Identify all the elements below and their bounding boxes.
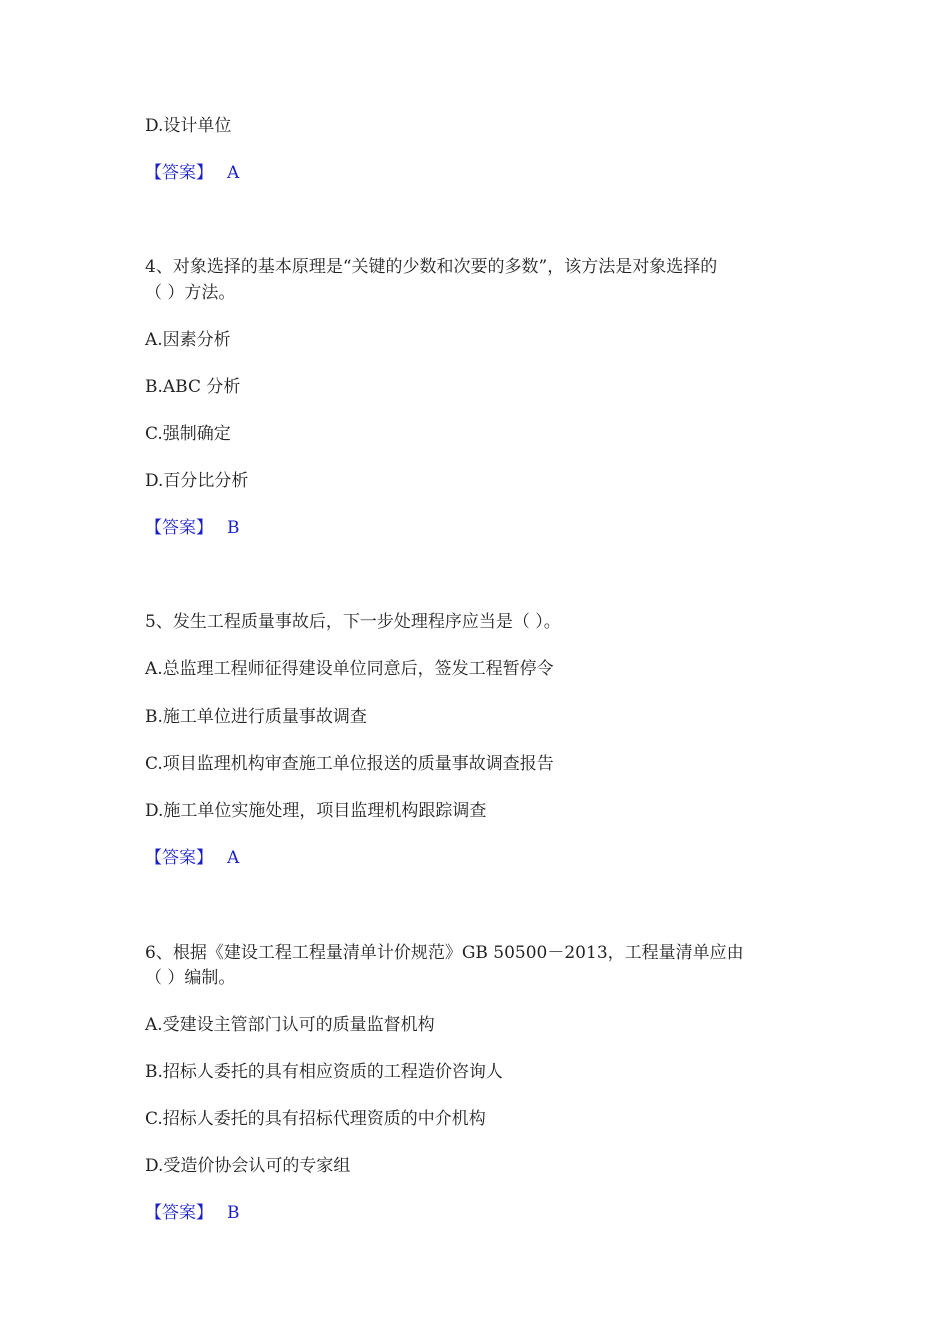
answer-value: B bbox=[227, 1203, 240, 1223]
question-stem-cont: （ ）编制。 bbox=[145, 968, 236, 988]
question-stem: 6、根据《建设工程工程量清单计价规范》GB 50500－2013，工程量清单应由 bbox=[145, 943, 744, 963]
option-a: A.受建设主管部门认可的质量监督机构 bbox=[145, 1015, 435, 1035]
answer-value: A bbox=[227, 848, 240, 868]
answer-line bbox=[145, 846, 239, 870]
option-d: D.百分比分析 bbox=[145, 471, 249, 491]
answer-label: 【答案】 bbox=[145, 518, 213, 538]
option-c: C.强制确定 bbox=[145, 424, 231, 444]
answer-line bbox=[145, 1201, 240, 1225]
answer-label: 【答案】 bbox=[145, 163, 213, 183]
option-d: D.施工单位实施处理，项目监理机构跟踪调查 bbox=[145, 801, 487, 821]
option-a: A.总监理工程师征得建设单位同意后，签发工程暂停令 bbox=[145, 659, 554, 679]
option-d: D.设计单位 bbox=[145, 116, 232, 136]
option-d: D.受造价协会认可的专家组 bbox=[145, 1156, 351, 1176]
answer-label: 【答案】 bbox=[145, 1203, 213, 1223]
answer-value: A bbox=[227, 163, 240, 183]
answer-line bbox=[145, 516, 240, 540]
option-b: B.ABC 分析 bbox=[145, 377, 241, 397]
option-c: C.项目监理机构审查施工单位报送的质量事故调查报告 bbox=[145, 754, 554, 774]
answer-value: B bbox=[227, 518, 240, 538]
question-stem-cont: （ ）方法。 bbox=[145, 283, 236, 303]
option-c: C.招标人委托的具有招标代理资质的中介机构 bbox=[145, 1109, 486, 1129]
answer-line bbox=[145, 161, 239, 185]
answer-label: 【答案】 bbox=[145, 848, 213, 868]
option-b: B.施工单位进行质量事故调查 bbox=[145, 707, 367, 727]
option-a: A.因素分析 bbox=[145, 330, 231, 350]
option-b: B.招标人委托的具有相应资质的工程造价咨询人 bbox=[145, 1062, 503, 1082]
question-stem: 4、对象选择的基本原理是“关键的少数和次要的多数”，该方法是对象选择的 bbox=[145, 257, 718, 277]
question-stem: 5、发生工程质量事故后，下一步处理程序应当是（ ）。 bbox=[145, 612, 561, 632]
